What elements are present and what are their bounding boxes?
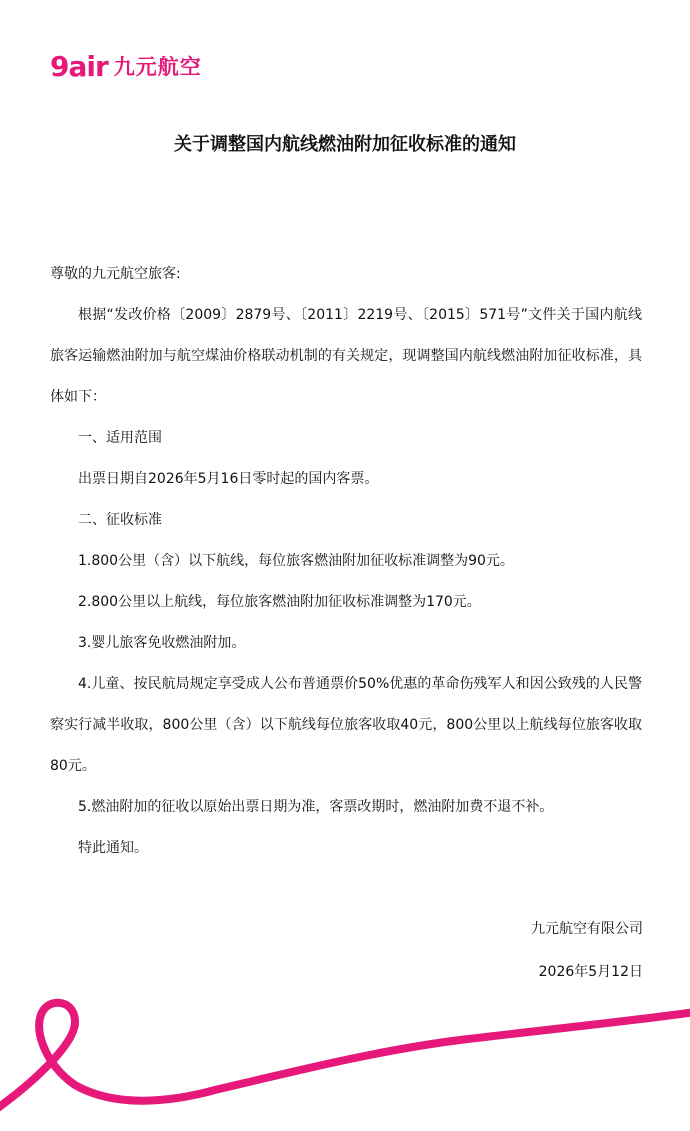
- standard-item-4: 4.儿童、按民航局规定享受成人公布普通票价50%优惠的革命伤残军人和因公致残的人民警察实行减半收取，800公里（含）以下航线每位旅客收取40元，800公里以上航线每位旅客收取80元。: [50, 676, 642, 774]
- standard-item-1: 1.800公里（含）以下航线，每位旅客燃油附加征收标准调整为90元。: [78, 553, 514, 569]
- intro-paragraph: 根据“发改价格〔2009〕2879号、〔2011〕2219号、〔2015〕571号”文件关于国内航线旅客运输燃油附加与航空煤油价格联动机制的有关规定，现调整国内航线燃油附加征收标准，具体如下：: [50, 307, 642, 405]
- section-1-heading: 一、适用范围: [78, 430, 162, 446]
- standard-item-3: 3.婴儿旅客免收燃油附加。: [78, 635, 246, 651]
- signature-company: 九元航空有限公司: [531, 921, 643, 937]
- logo-name: 九元航空: [113, 54, 202, 79]
- airline-logo: [50, 50, 202, 84]
- salutation: 尊敬的九元航空旅客:: [50, 266, 181, 282]
- standard-item-5: 5.燃油附加的征收以原始出票日期为准，客票改期时，燃油附加费不退不补。: [78, 799, 554, 815]
- standard-item-2: 2.800公里以上航线，每位旅客燃油附加征收标准调整为170元。: [78, 594, 481, 610]
- notice-body: [50, 254, 642, 869]
- decorative-ribbon: [0, 990, 690, 1131]
- notice-title: 关于调整国内航线燃油附加征收标准的通知: [174, 134, 516, 155]
- section-2-heading: 二、征收标准: [78, 512, 162, 528]
- signature-date: 2026年5月12日: [538, 964, 643, 980]
- section-1-text: 出票日期自2026年5月16日零时起的国内客票。: [78, 471, 379, 487]
- logo-mark: 9air: [50, 50, 108, 83]
- closing-line: 特此通知。: [78, 840, 148, 856]
